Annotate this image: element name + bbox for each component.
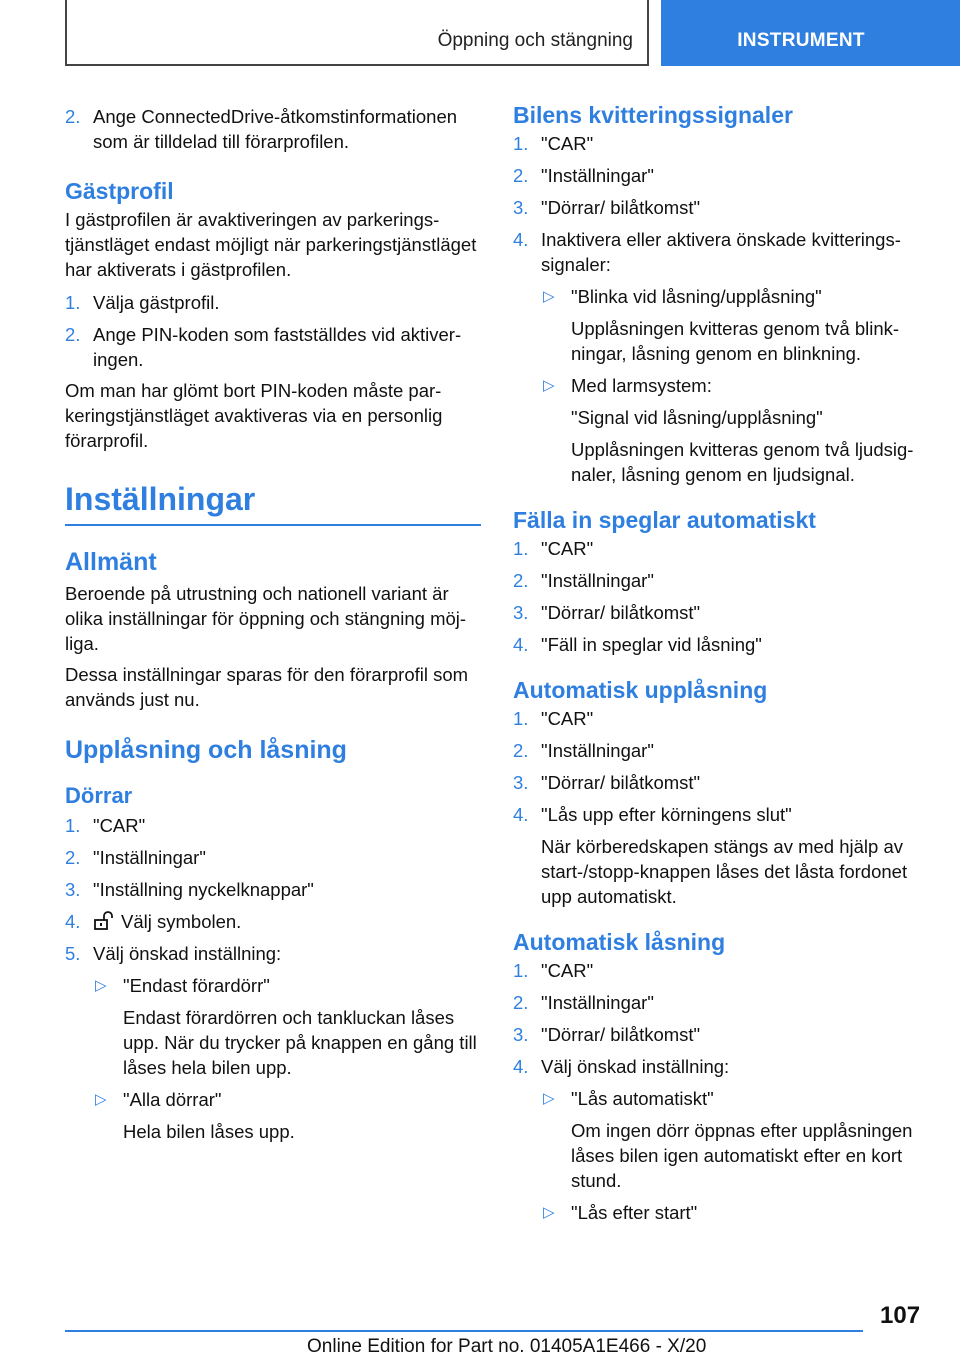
- step-text: "Inställningar": [541, 165, 654, 186]
- list-item: [65, 845, 481, 870]
- step-number: 3.: [513, 772, 529, 793]
- step-number: 1.: [513, 960, 529, 981]
- triangle-right-icon: ▷: [543, 1090, 555, 1107]
- step-text: "Dörrar/ bilåtkomst": [541, 1024, 701, 1045]
- unlock-icon: [93, 911, 115, 931]
- list-item: [541, 284, 928, 366]
- step-text: "CAR": [541, 708, 594, 729]
- list-item: [65, 322, 481, 372]
- option-label: "Alla dörrar": [123, 1089, 222, 1110]
- auto-lock-heading: Automatisk låsning: [513, 929, 726, 955]
- step-number: 1.: [513, 708, 529, 729]
- option-label: "Lås automatiskt": [571, 1088, 714, 1109]
- guest-profile-note: Om man har glömt bort PIN-koden måste parkeringstjänstläget avaktiveras via en personlig förarprofil.: [65, 380, 443, 451]
- feedback-signals-steps: [513, 131, 928, 487]
- step-text: "Inställningar": [541, 570, 654, 591]
- option-description: Om ingen dörr öppnas efter upplåsningen låses bilen igen automatiskt efter en kort stund.: [571, 1120, 913, 1191]
- triangle-right-icon: ▷: [543, 288, 555, 305]
- step-text: Ange PIN-koden som fastställdes vid aktiveringen.: [93, 324, 462, 370]
- option-label: "Blinka vid låsning/upplåsning": [571, 286, 822, 307]
- step-number: 4.: [513, 634, 529, 655]
- list-item: [513, 163, 928, 188]
- general-heading: Allmänt: [65, 548, 157, 576]
- list-item: [513, 227, 928, 487]
- list-item: [541, 373, 928, 487]
- header-section-box: [65, 0, 649, 66]
- step-text: "Dörrar/ bilåtkomst": [541, 772, 701, 793]
- step-text: "Inställningar": [541, 992, 654, 1013]
- header-chapter-tab: [661, 0, 960, 66]
- step-number: 3.: [513, 602, 529, 623]
- footer-divider: [65, 1330, 863, 1332]
- list-item: [541, 1086, 928, 1193]
- fold-mirrors-heading: Fälla in speglar automatiskt: [513, 507, 816, 533]
- list-item: [513, 1054, 928, 1225]
- step-number: 1.: [65, 292, 81, 313]
- option-description: Hela bilen låses upp.: [123, 1121, 295, 1142]
- auto-unlock-heading: Automatisk upplåsning: [513, 677, 768, 703]
- triangle-right-icon: ▷: [95, 977, 107, 994]
- step-number: 3.: [65, 879, 81, 900]
- list-item: [65, 104, 481, 154]
- footer-edition: Online Edition for Part no. 01405A1E466 - X/20: [307, 1336, 707, 1357]
- triangle-right-icon: ▷: [543, 1204, 555, 1221]
- option-label: "Lås efter start": [571, 1202, 698, 1223]
- guest-profile-steps: [65, 290, 481, 372]
- step-text: Välj symbolen.: [121, 911, 242, 932]
- right-column: [513, 102, 928, 1225]
- step-number: 3.: [513, 197, 529, 218]
- list-item: [93, 1087, 481, 1144]
- list-item: [65, 941, 481, 1144]
- step-text: "Fäll in speglar vid låsning": [541, 634, 762, 655]
- list-item: [513, 131, 928, 156]
- step-text: Ange ConnectedDrive-åtkomstinformationen som är tilldelad till förarprofilen.: [93, 106, 458, 152]
- step-number: 2.: [65, 324, 81, 345]
- list-item: [513, 738, 928, 763]
- triangle-right-icon: ▷: [543, 377, 555, 394]
- step-note: När körberedskapen stängs av med hjälp av start-/stopp-knappen låses det låsta fordonet upp automatiskt.: [541, 836, 908, 907]
- step-text: Inaktivera eller aktivera önskade kvitteringssignaler:: [541, 229, 901, 275]
- step-text: "Dörrar/ bilåtkomst": [541, 602, 701, 623]
- doors-steps: [65, 813, 481, 1144]
- step-number: 3.: [513, 1024, 529, 1045]
- step-number: 1.: [513, 538, 529, 559]
- list-item: [65, 877, 481, 902]
- step-text: "Dörrar/ bilåtkomst": [541, 197, 701, 218]
- step-text: "CAR": [93, 815, 146, 836]
- list-item: [513, 802, 928, 909]
- guest-profile-heading: Gästprofil: [65, 178, 174, 204]
- option-label: Med larmsystem:: [571, 375, 712, 396]
- step-text: "Inställningar": [541, 740, 654, 761]
- option-description: Endast förardörren och tankluckan låses upp. När du trycker på knappen en gång till låses hela bilen upp.: [123, 1007, 477, 1078]
- auto-lock-steps: [513, 958, 928, 1225]
- list-item: [513, 195, 928, 220]
- guest-profile-intro: I gästprofilen är avaktiveringen av parkeringstjänstläget endast möjligt när parkeringstjänstläget har aktiverats i gästprofilen.: [65, 209, 477, 280]
- option-description: "Signal vid låsning/upplåsning": [571, 407, 823, 428]
- step-number: 4.: [513, 804, 529, 825]
- step-number: 2.: [513, 570, 529, 591]
- connecteddrive-steps: [65, 104, 481, 154]
- step-text: "Inställning nyckelknappar": [93, 879, 314, 900]
- list-item: [513, 632, 928, 657]
- fold-mirrors-steps: [513, 536, 928, 657]
- settings-heading: Inställningar: [65, 481, 481, 526]
- list-item: [513, 958, 928, 983]
- list-item: [513, 600, 928, 625]
- step-number: 4.: [513, 1056, 529, 1077]
- step-number: 4.: [513, 229, 529, 250]
- step-text: "CAR": [541, 133, 594, 154]
- triangle-right-icon: ▷: [95, 1091, 107, 1108]
- step-text: "Lås upp efter körningens slut": [541, 804, 792, 825]
- list-item: [65, 290, 481, 315]
- step-number: 2.: [65, 106, 81, 127]
- unlock-lock-heading: Upplåsning och låsning: [65, 736, 347, 764]
- option-description: Upplåsningen kvitteras genom två blinkningar, låsning genom en blinkning.: [571, 318, 900, 364]
- list-item: [513, 536, 928, 561]
- step-text: "CAR": [541, 960, 594, 981]
- general-paragraph-1: Beroende på utrustning och nationell variant är olika inställningar för öppning och stängning möjliga.: [65, 583, 467, 654]
- step-text: Välj önskad inställning:: [541, 1056, 730, 1077]
- feedback-signals-options: [541, 284, 928, 487]
- list-item: [513, 770, 928, 795]
- step-text: "CAR": [541, 538, 594, 559]
- left-column: [65, 102, 481, 1144]
- doors-options: [65, 973, 481, 1144]
- step-number: 5.: [65, 943, 81, 964]
- list-item: [513, 990, 928, 1015]
- auto-unlock-steps: [513, 706, 928, 909]
- step-text: Välj önskad inställning:: [93, 943, 282, 964]
- step-number: 1.: [513, 133, 529, 154]
- auto-lock-options: [541, 1086, 928, 1225]
- step-number: 1.: [65, 815, 81, 836]
- doors-heading: Dörrar: [65, 783, 133, 808]
- step-number: 4.: [65, 911, 81, 932]
- header-section-title: Öppning och stängning: [437, 30, 633, 51]
- general-paragraph-2: Dessa inställningar sparas för den förarprofil som används just nu.: [65, 664, 469, 710]
- step-number: 2.: [513, 740, 529, 761]
- header-chapter-title: INSTRUMENT: [737, 30, 865, 51]
- feedback-signals-heading: Bilens kvitteringssignaler: [513, 102, 793, 128]
- option-label: "Endast förardörr": [123, 975, 270, 996]
- list-item: [513, 1022, 928, 1047]
- list-item: [541, 1200, 928, 1225]
- list-item: [93, 973, 481, 1080]
- step-number: 2.: [513, 165, 529, 186]
- option-description: Upplåsningen kvitteras genom två ljudsignaler, låsning genom en ljudsignal.: [571, 439, 914, 485]
- step-text: Välja gästprofil.: [93, 292, 220, 313]
- step-number: 2.: [513, 992, 529, 1013]
- list-item: [513, 706, 928, 731]
- list-item: [65, 909, 481, 934]
- page-number: 107: [880, 1302, 921, 1329]
- list-item: [513, 568, 928, 593]
- step-text: "Inställningar": [93, 847, 206, 868]
- list-item: [65, 813, 481, 838]
- step-number: 2.: [65, 847, 81, 868]
